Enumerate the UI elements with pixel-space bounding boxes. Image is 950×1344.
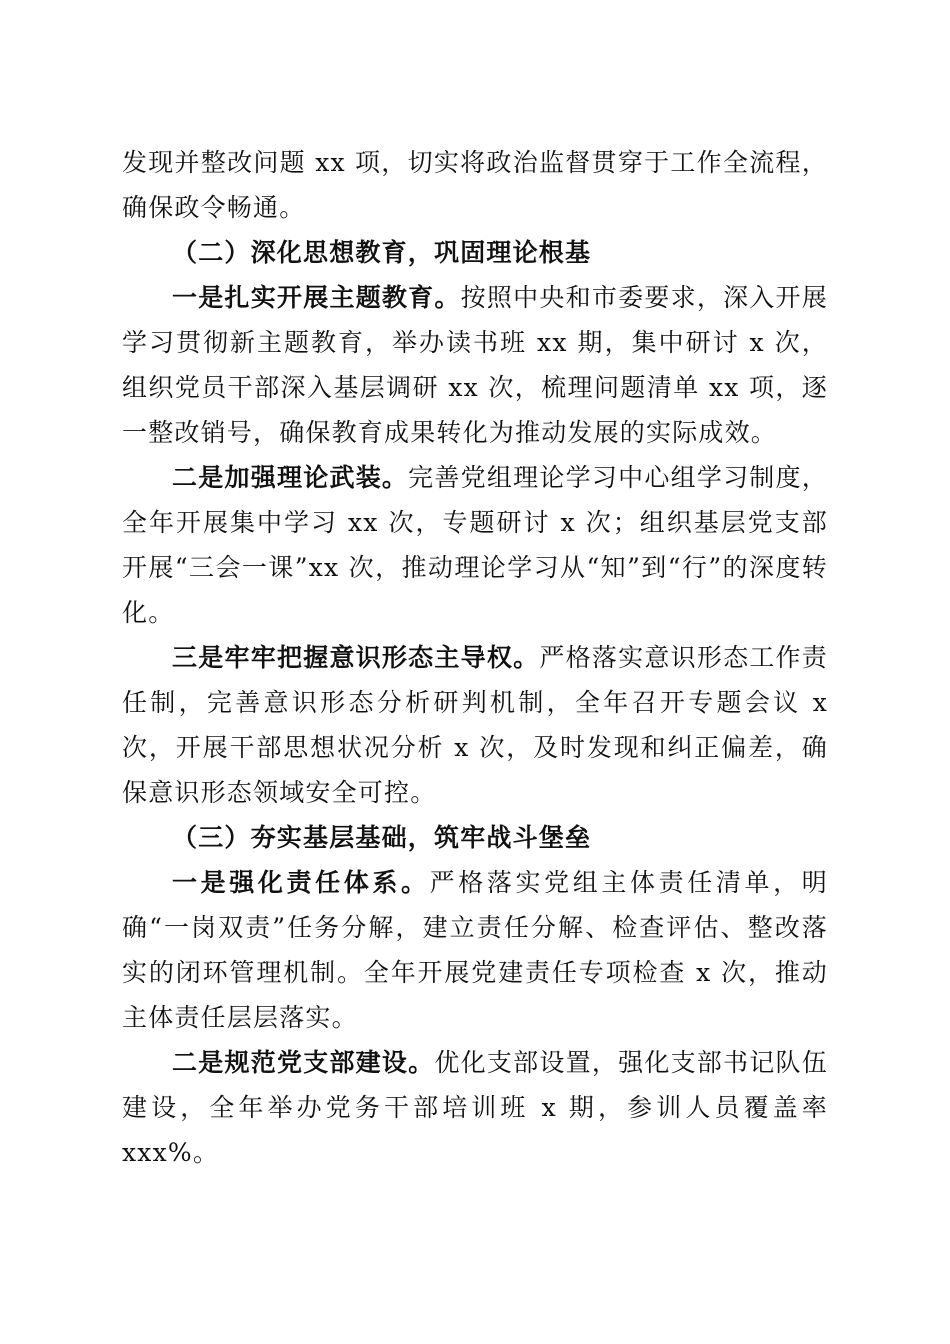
section-heading-2: （二）深化思想教育，巩固理论根基 xyxy=(172,238,592,267)
paragraph-lead: 二是规范党支部建设。 xyxy=(172,1048,435,1077)
paragraph-body: 按照中央和市委要求，深入开展学习贯彻新主题教育，举办读书班 xx 期，集中研讨 x 次，组织党员干部深入基层调研 xx 次，梳理问题清单 xx 项，逐一整改销号，确保教育成果转化为推动发展的实际成效。 xyxy=(122,283,828,447)
paragraph-lead: 三是牢牢把握意识形态主导权。 xyxy=(172,643,540,672)
paragraph-lead: 一是强化责任体系。 xyxy=(172,868,430,897)
document-page xyxy=(122,140,828,1175)
paragraph-body: 完善党组理论学习中心组学习制度，全年开展集中学习 xx 次，专题研讨 x 次；组织基层党支部开展“三会一课”xx 次，推动理论学习从“知”到“行”的深度转化。 xyxy=(122,463,828,627)
paragraph-body: 优化支部设置，强化支部书记队伍建设，全年举办党务干部培训班 x 期，参训人员覆盖率 xxx%。 xyxy=(122,1048,828,1167)
paragraph-lead: 一是扎实开展主题教育。 xyxy=(172,283,461,312)
section-heading-3: （三）夯实基层基础，筑牢战斗堡垒 xyxy=(172,823,592,852)
paragraph-topic-education xyxy=(122,275,828,455)
paragraph-ideology xyxy=(122,635,828,815)
continuation-paragraph: 发现并整改问题 xx 项，切实将政治监督贯穿于工作全流程，确保政令畅通。 xyxy=(122,148,828,222)
paragraph-theory-armament xyxy=(122,455,828,635)
paragraph-branch-building xyxy=(122,1040,828,1175)
paragraph-responsibility-system xyxy=(122,860,828,1040)
paragraph-lead: 二是加强理论武装。 xyxy=(172,463,409,492)
paragraph-body: 严格落实意识形态工作责任制，完善意识形态分析研判机制，全年召开专题会议 x 次，开展干部思想状况分析 x 次，及时发现和纠正偏差，确保意识形态领域安全可控。 xyxy=(122,643,829,807)
paragraph-body: 严格落实党组主体责任清单，明确“一岗双责”任务分解，建立责任分解、检查评估、整改落实的闭环管理机制。全年开展党建责任专项检查 x 次，推动主体责任层层落实。 xyxy=(122,868,828,1032)
